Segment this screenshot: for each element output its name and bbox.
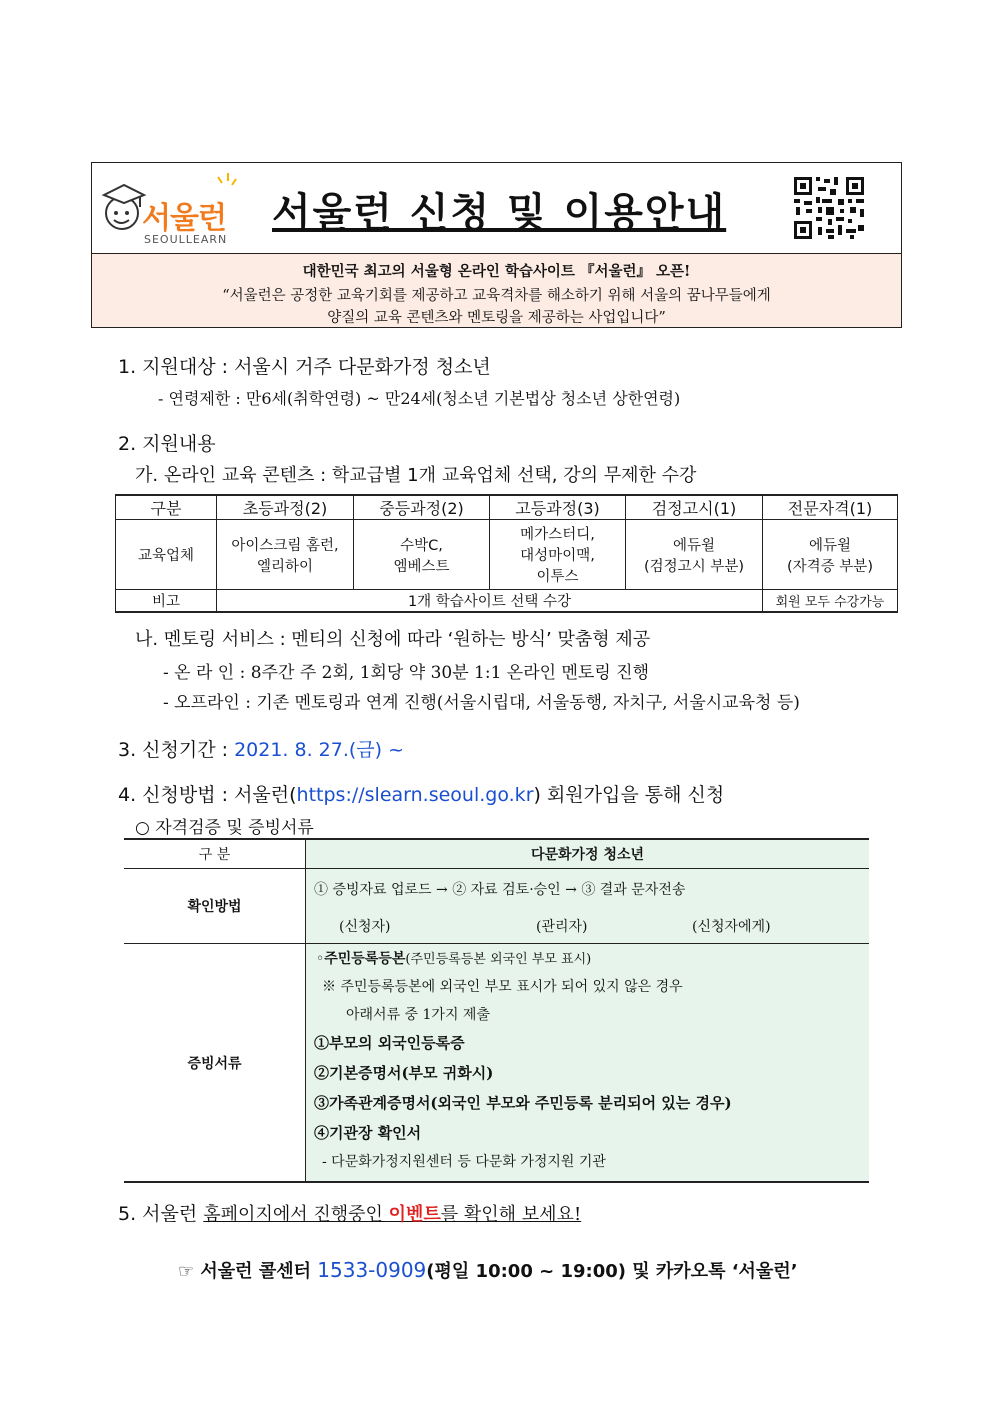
banner-headline: 대한민국 최고의 서울형 온라인 학습사이트 『서울런』 오픈! xyxy=(302,263,691,280)
logo-subtitle: SEOULLEARN xyxy=(144,233,228,246)
table2-header-category: 구 분 xyxy=(124,839,306,869)
table1-cell-elementary: 아이스크림 홈런, 엘리하이 xyxy=(217,520,354,590)
doc-item-2: ②기본증명서(부모 귀화시) xyxy=(314,1064,494,1082)
table2-label-method: 확인방법 xyxy=(124,869,306,944)
table1-header: 전문자격(1) xyxy=(763,495,898,520)
method-actor-admin: (관리자) xyxy=(536,919,588,935)
banner-quote-line1: “서울런은 공정한 교육기회를 제공하고 교육격차를 해소하기 위해 서울의 꿈나무들에게 xyxy=(222,288,771,304)
mentoring-offline: - 오프라인 : 기존 멘토링과 연계 진행(서울시립대, 서울동행, 자치구, 서울시교육청 등) xyxy=(163,693,800,713)
doc-note-2: 아래서류 중 1가지 제출 xyxy=(346,1007,490,1023)
method-actor-applicant: (신청자) xyxy=(339,919,391,935)
section-2b-title: 나. 멘토링 서비스 : 멘티의 신청에 따라 ‘원하는 방식’ 맞춤형 제공 xyxy=(135,629,651,650)
table1-header: 고등과정(3) xyxy=(490,495,626,520)
table2-documents-cell xyxy=(306,944,870,1183)
doc-note: ※ 주민등록등본에 외국인 부모 표시가 되어 있지 않은 경우 xyxy=(322,979,683,995)
mentoring-online: - 온 라 인 : 8주간 주 2회, 1회당 약 30분 1:1 온라인 멘토링 진행 xyxy=(163,663,649,683)
section-2-title: 2. 지원내용 xyxy=(118,433,216,455)
method-flow: ① 증빙자료 업로드 → ② 자료 검토·승인 → ③ 결과 문자전송 xyxy=(314,882,686,898)
doc-main: ◦주민등록등본(주민등록등본 외국인 부모 표시) xyxy=(316,951,592,967)
section-4-subtitle: ○ 자격검증 및 증빙서류 xyxy=(135,818,314,838)
doc-item-4: ④기관장 확인서 xyxy=(314,1124,422,1142)
page-title: 서울런 신청 및 이용안내 xyxy=(272,190,727,236)
logo xyxy=(100,171,240,247)
table1-header: 초등과정(2) xyxy=(217,495,354,520)
table2-label-documents: 증빙서류 xyxy=(124,944,306,1183)
table2-header-target: 다문화가정 청소년 xyxy=(306,839,870,869)
header-box xyxy=(91,162,902,328)
doc-item-4-detail: - 다문화가정지원센터 등 다문화 가정지원 기관 xyxy=(322,1154,606,1170)
table1-header: 구분 xyxy=(116,495,217,520)
content-table xyxy=(115,494,898,613)
doc-item-1: ①부모의 외국인등록증 xyxy=(314,1034,465,1052)
verification-table xyxy=(124,838,869,1183)
event-highlight: 이벤트 xyxy=(388,1204,441,1225)
section-1-title: 1. 지원대상 : 서울시 거주 다문화가정 청소년 xyxy=(118,356,491,378)
table1-header: 중등과정(2) xyxy=(354,495,490,520)
table1-header: 검정고시(1) xyxy=(626,495,763,520)
table1-cell-high: 메가스터디, 대성마이맥, 이투스 xyxy=(490,520,626,590)
qr-code-icon[interactable] xyxy=(792,175,866,241)
callcenter-phone[interactable]: 1533-0909 xyxy=(317,1258,427,1282)
section-2a-title: 가. 온라인 교육 콘텐츠 : 학교급별 1개 교육업체 선택, 강의 무제한 수강 xyxy=(135,465,697,486)
table1-cell-pro: 에듀윌 (자격증 부분) xyxy=(763,520,898,590)
table1-note: 1개 학습사이트 선택 수강 xyxy=(217,590,763,613)
table1-cell-middle: 수박C, 엠베스트 xyxy=(354,520,490,590)
application-date: 2021. 8. 27.(금) ~ xyxy=(234,739,405,761)
banner-quote-line2: 양질의 교육 콘텐츠와 멘토링을 제공하는 사업입니다” xyxy=(327,310,666,326)
contact-line: ☞ 서울런 콜센터 1533-0909(평일 10:00 ~ 19:00) 및 카카오톡 ‘서울런’ xyxy=(178,1258,798,1282)
header-top xyxy=(92,163,901,254)
table1-note-pro: 회원 모두 수강가능 xyxy=(763,590,898,613)
section-5-title: 5. 서울런 홈페이지에서 진행중인 이벤트를 확인해 보세요! xyxy=(118,1203,582,1225)
section-4-title: 4. 신청방법 : 서울런(https://slearn.seoul.go.kr) 회원가입을 통해 신청 xyxy=(118,784,725,806)
table1-row-label: 비고 xyxy=(116,590,217,613)
website-link[interactable]: https://slearn.seoul.go.kr xyxy=(296,784,534,806)
section-3-title: 3. 신청기간 : 2021. 8. 27.(금) ~ xyxy=(118,739,405,761)
logo-text: 서울런 xyxy=(142,201,226,236)
method-actor-result: (신청자에게) xyxy=(692,919,771,935)
table1-row-label: 교육업체 xyxy=(116,520,217,590)
table2-method-cell xyxy=(306,869,870,944)
doc-item-3: ③가족관계증명서(외국인 부모와 주민등록 분리되어 있는 경우) xyxy=(314,1094,732,1112)
header-banner xyxy=(92,254,901,327)
table1-cell-ged: 에듀윌 (검정고시 부분) xyxy=(626,520,763,590)
section-1-age-limit: - 연령제한 : 만6세(취학연령) ~ 만24세(청소년 기본법상 청소년 상한연령) xyxy=(158,389,681,408)
